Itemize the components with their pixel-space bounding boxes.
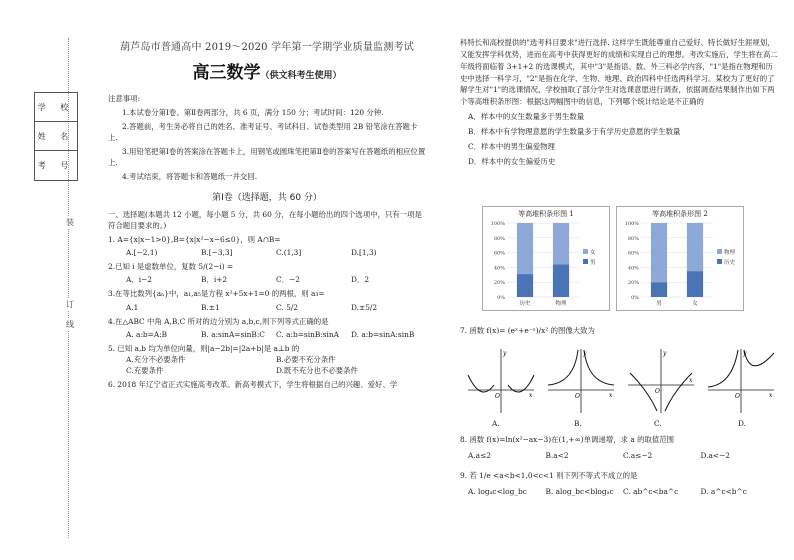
school-field[interactable]: 学 校 xyxy=(35,93,77,122)
option[interactable]: D．样本中的女生偏爱历史 xyxy=(468,156,556,166)
chart-2 xyxy=(616,206,744,311)
question-6-continued: 科特长和高校提供的"选考科目要求"进行选择. 这样学生既能尊重自己爱好、特长做好生涯规划，又能发挥学科优势，进而在高考中获得更好的成绩和实现自己的理想。考改实施后，学生将在高二年级将面临着 3+1+2 的选课模式，其中"3"是指语、数、外三科必学内容，"1"是指在物理和历史中选择一科学习，"2"是指在化学、生物、地理、政治四科中任选两科学习。某校为了更好的了解学生对"1"的选课情况，学校抽取了部分学生对选课意愿进行调查，依据调查结果制作出如下两个等高堆积条形图：根据这两幅图中的信息，下列哪个统计结论是不正确的 xyxy=(460,38,778,107)
option[interactable]: B.[−3,3] xyxy=(201,248,233,258)
option-row xyxy=(108,302,426,313)
option-row xyxy=(108,329,426,340)
graph-a[interactable] xyxy=(466,345,536,415)
option[interactable]: B. a:sinA=sinB:C xyxy=(201,329,265,339)
bar-segment xyxy=(553,264,569,297)
notice-heading: 注意事项: xyxy=(108,93,141,103)
option[interactable]: C. a:b=sinB:sinA xyxy=(276,329,340,339)
legend-swatch xyxy=(717,249,722,254)
origin-label: O xyxy=(735,393,740,400)
option[interactable]: C. ab^c<ba^c xyxy=(623,486,679,496)
option[interactable]: B．样本中有学物理意愿的学生数量多于有学历史意愿的学生数量 xyxy=(468,126,681,136)
question-stem: 7. 函数 f(x)= (eˣ+e⁻ˣ)/x² 的图像大致为 xyxy=(460,326,595,335)
graph-label: B. xyxy=(574,419,582,428)
bar-segment xyxy=(553,223,569,264)
title-main: 高三数学 xyxy=(192,63,261,83)
page-title xyxy=(108,61,426,87)
option[interactable]: A．样本中的女生数量多于男生数量 xyxy=(468,112,585,122)
chart-title: 等高堆积条形图 2 xyxy=(652,210,708,218)
option[interactable]: A. a:b=A:B xyxy=(126,329,168,339)
section-intro: 一、选择题(本题共 12 小题，每小题 5 分，共 60 分，在每小题给出的四个选项中，只有一项是符合题目要求的。) xyxy=(108,209,422,230)
axis-label: x xyxy=(609,392,613,399)
bar-segment xyxy=(687,271,703,297)
tick-label: 60% xyxy=(493,250,505,257)
option[interactable]: D.[1,3) xyxy=(351,248,377,258)
bar-segment xyxy=(517,274,533,297)
question-stem: 3.在等比数列{aₙ}中，a₁,a₅是方程 x²+5x+1=0 的两根，则 a₃= xyxy=(108,289,325,299)
q8-q9-block xyxy=(460,434,778,497)
graph-label: D. xyxy=(738,419,747,428)
axis-label: y xyxy=(583,350,587,357)
axis-label: y xyxy=(743,350,747,357)
tick-label: 40% xyxy=(627,265,639,272)
tick-label: 80% xyxy=(493,235,505,242)
axis-label: x xyxy=(689,377,693,384)
title-sub: （供文科考生使用） xyxy=(260,71,342,81)
section-title: 第Ⅰ卷（选择题，共 60 分） xyxy=(212,193,322,204)
name-field[interactable]: 姓 名 xyxy=(35,122,77,151)
origin-label: O xyxy=(655,388,660,395)
option[interactable]: B. alog_bc<blogₐc xyxy=(545,486,614,496)
option-row xyxy=(460,450,778,462)
option-row xyxy=(460,486,778,498)
binding-label: 线 xyxy=(66,320,74,329)
notice-item: 2.答题前，考生务必将自己的姓名、准考证号、考试科目、试卷类型用 2B 铅笔涂在答题卡上. xyxy=(108,121,418,142)
option[interactable]: A．i−2 xyxy=(126,275,152,285)
axis-label: x xyxy=(769,392,773,399)
option[interactable]: D．2 xyxy=(351,275,370,285)
option-row xyxy=(108,247,426,258)
chart-1-plot xyxy=(483,219,611,311)
question-stem: 1. A={x|x−1>0},B={x|x²−x−6≤0}，则 A∩B= xyxy=(108,234,281,244)
origin-label: O xyxy=(575,393,580,400)
option[interactable]: C．−2 xyxy=(276,275,300,285)
origin-label: O xyxy=(495,393,500,400)
tick-label: 40% xyxy=(493,265,505,272)
notice-item: 3.用铅笔把第Ⅰ卷的答案涂在答题卡上，用钢笔或圆珠笔把第Ⅱ卷的答案写在答题纸的相应位置上. xyxy=(108,146,426,168)
graph-d[interactable] xyxy=(706,345,776,415)
tick-label: 60% xyxy=(627,250,639,257)
tick-label: 20% xyxy=(627,280,639,287)
right-column xyxy=(460,37,778,167)
tick-label: 0% xyxy=(631,295,639,301)
notice-list xyxy=(108,107,426,183)
graph-c[interactable] xyxy=(626,345,696,415)
option[interactable]: B.必要不充分条件 xyxy=(276,354,336,364)
tick-label: 100% xyxy=(490,221,505,227)
question-stem: 9. 若 1/e <a<b<1,0<c<1 则下列不等式不成立的是 xyxy=(460,470,638,480)
graph-b[interactable] xyxy=(546,345,616,415)
option[interactable]: A.充分不必要条件 xyxy=(126,354,186,364)
axis-label: y xyxy=(503,350,507,357)
option[interactable]: A. logₐc<log_bc xyxy=(468,486,527,496)
graph-label: C. xyxy=(654,419,662,428)
option[interactable]: C.充要条件 xyxy=(126,366,164,376)
legend-swatch xyxy=(583,249,588,254)
category-label: 男 xyxy=(656,301,662,307)
legend-label: 女 xyxy=(590,250,596,256)
question-stem: 8. 函数 f(x)=ln(x²−ax−3)在(1,+∞)单调递增，求 a 的取值范围 xyxy=(460,435,675,444)
option[interactable]: D.±5/2 xyxy=(351,302,378,312)
chart-title: 等高堆积条形图 1 xyxy=(518,210,574,218)
chart-2-plot xyxy=(617,219,745,311)
chart-1 xyxy=(482,206,610,311)
option-grid xyxy=(108,354,426,376)
option[interactable]: B．i+2 xyxy=(201,275,228,285)
option-row xyxy=(108,274,426,285)
graph-label: A. xyxy=(492,419,500,428)
option[interactable]: B.±1 xyxy=(201,302,220,312)
legend-label: 物理 xyxy=(724,250,736,256)
legend-swatch xyxy=(717,259,722,264)
tick-label: 80% xyxy=(627,235,639,242)
option[interactable]: A.[−2,1) xyxy=(126,248,158,258)
question-stem: 5. 已知 a,b 均为单位向量，则|a−2b|=|2a+b|是 a⊥b 的 xyxy=(108,343,300,353)
q7-block xyxy=(460,325,778,337)
option[interactable]: D. a:b=sinA:sinB xyxy=(351,329,415,339)
notice-item: 4.考试结束，将答题卡和答题纸一并交回. xyxy=(122,172,258,182)
option[interactable]: C．样本中的男生偏爱物理 xyxy=(468,141,555,151)
option[interactable]: C.a≤−2 xyxy=(623,450,653,460)
question-stem: 6. 2018 年辽宁省正式实施高考改革。新高考模式下，学生将根据自己的兴趣、爱好、学 xyxy=(108,380,398,390)
legend-label: 历史 xyxy=(724,260,736,266)
tick-label: 100% xyxy=(624,221,639,227)
left-column xyxy=(108,40,426,390)
bar-segment xyxy=(687,223,703,271)
category-label: 女 xyxy=(692,301,698,307)
option[interactable]: D. a^c<b^c xyxy=(700,486,747,496)
bar-segment xyxy=(651,223,667,282)
option[interactable]: D.既不充分也不必要条件 xyxy=(276,366,358,376)
function-graphs xyxy=(462,345,782,435)
legend-swatch xyxy=(583,259,588,264)
binding-label: 装 xyxy=(66,218,74,227)
axis-label: y xyxy=(663,350,667,357)
category-label: 物理 xyxy=(555,301,567,307)
exam-name: 葫芦岛市普通高中 2019～2020 学年第一学期学业质量监测考试 xyxy=(120,42,414,53)
bar-segment xyxy=(651,282,667,297)
bar-segment xyxy=(517,223,533,274)
axis-label: x xyxy=(529,392,533,399)
tick-label: 0% xyxy=(497,295,505,301)
question-stem: 2.已知 i 是虚数单位，复数 5/(2−i) = xyxy=(108,262,234,272)
option[interactable]: C. 5/2 xyxy=(276,302,298,312)
option[interactable]: A.a≤2 xyxy=(468,450,491,460)
exam-number-field[interactable]: 考 号 xyxy=(37,161,75,170)
option[interactable]: C.(1,3] xyxy=(276,248,302,258)
legend-label: 男 xyxy=(590,260,596,266)
category-label: 历史 xyxy=(519,301,531,307)
option[interactable]: A.1 xyxy=(126,302,139,312)
option[interactable]: B.a<2 xyxy=(545,450,569,460)
student-info-table xyxy=(34,92,78,181)
tick-label: 20% xyxy=(493,280,505,287)
notice-item: 1.本试卷分第Ⅰ卷、第Ⅱ卷两部分，共 6 页，满分 150 分；考试时间：120 分钟. xyxy=(122,107,384,117)
binding-label: 订 xyxy=(66,300,74,309)
charts-area xyxy=(482,206,782,316)
option[interactable]: D.a<−2 xyxy=(700,450,731,460)
question-stem: 4.在△ABC 中角 A,B,C 所对的边分别为 a,b,c,则下列等式正确的是 xyxy=(108,316,329,326)
